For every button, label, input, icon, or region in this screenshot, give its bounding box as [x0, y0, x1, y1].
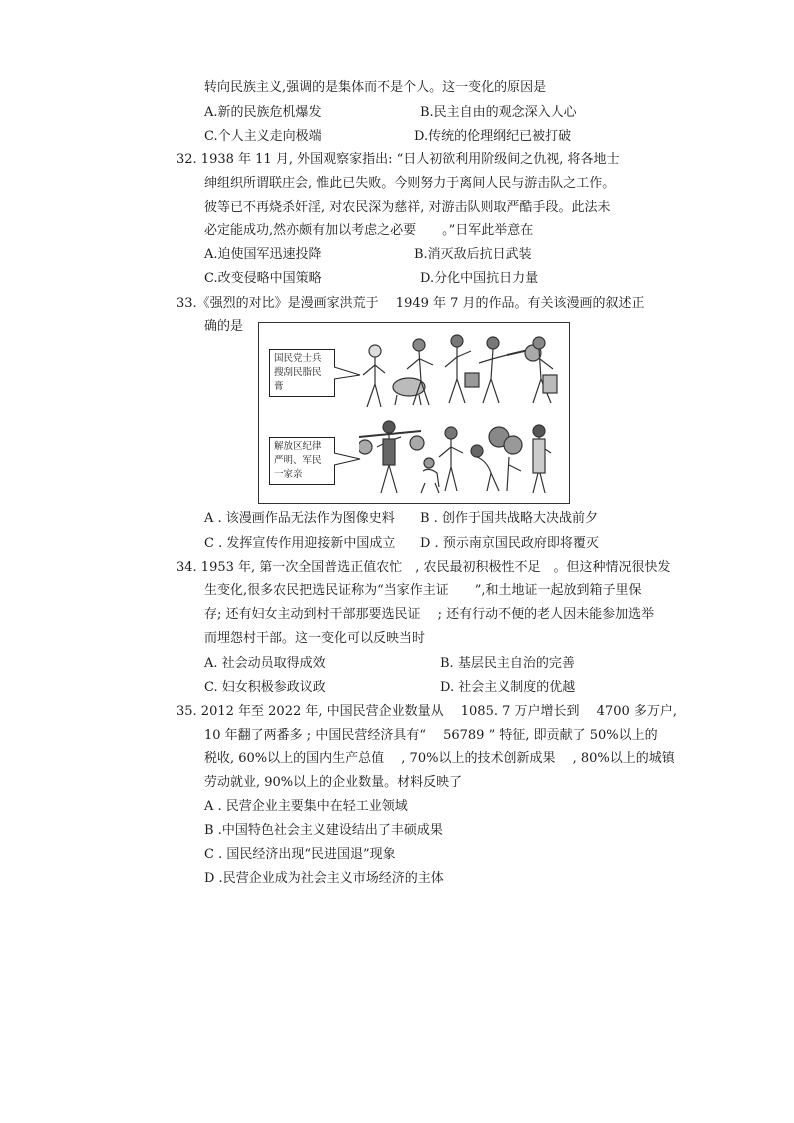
cartoon-bottom-callout: [269, 437, 335, 485]
q35-option-a[interactable]: A . 民营企业主要集中在轻工业领域: [204, 799, 408, 814]
cartoon-bottom-callout-tail: [334, 449, 362, 471]
q33-stem-line-2: 确的是: [204, 319, 244, 334]
q33-option-c[interactable]: C . 发挥宣传作用迎接新中国成立: [204, 536, 396, 551]
q31-stem-tail: 转向民族主义,强调的是集体而不是个人。这一变化的原因是: [204, 80, 547, 95]
q32-stem-line-3: 彼等已不再烧杀奸淫, 对农民深为慈祥, 对游击队则取严酷手段。此法未: [204, 200, 611, 215]
q34-stem-line-1: 34. 1953 年, 第一次全国普选正值农忙 , 农民最初积极性不足 。但这种情况很快发: [176, 560, 671, 575]
q31-option-d[interactable]: D.传统的伦理纲纪已被打破: [414, 129, 572, 144]
cartoon-top-caption: 国民党士兵搜刮民脂民膏: [274, 353, 322, 392]
q31-option-b[interactable]: B.民主自由的观念深入人心: [420, 105, 577, 120]
q33-cartoon: [258, 322, 570, 504]
q32-stem-line-4: 必定能成功,然亦颇有加以考虑之必要 。”日军此举意在: [204, 223, 534, 238]
q34-stem-line-3: 存; 还有妇女主动到村干部那要选民证 ; 还有行动不便的老人因未能参加选举: [204, 607, 655, 622]
cartoon-top-scene: [357, 329, 563, 415]
q35-stem-line-4: 劳动就业, 90%以上的企业数量。材料反映了: [204, 775, 463, 790]
q35-option-d[interactable]: D .民营企业成为社会主义市场经济的主体: [204, 871, 444, 886]
q35-stem-line-2: 10 年翻了两番多 ; 中国民营经济具有“ 56789 ” 特征, 即贡献了 50%以上的: [204, 728, 658, 743]
q33-option-a[interactable]: A . 该漫画作品无法作为图像史料: [204, 511, 395, 526]
q34-stem-line-2: 生变化,很多农民把选民证称为“当家作主证 ”,和土地证一起放到箱子里保: [204, 583, 642, 598]
q31-option-c[interactable]: C.个人主义走向极端: [204, 129, 322, 144]
q32-option-a[interactable]: A.迫使国军迅速投降: [204, 247, 322, 262]
cartoon-bottom-caption: 解放区纪律严明、军民一家亲: [274, 441, 322, 480]
q34-option-c[interactable]: C. 妇女积极参政议政: [204, 680, 326, 695]
q32-stem-line-2: 绅组织所谓联庄会, 惟此已失败。今则努力于离间人民与游击队之工作。: [204, 176, 616, 191]
q34-stem-line-4: 而埋怨村干部。这一变化可以反映当时: [204, 631, 426, 646]
q32-option-d[interactable]: D.分化中国抗日力量: [420, 271, 539, 286]
q31-option-a[interactable]: A.新的民族危机爆发: [204, 105, 322, 120]
q35-option-b[interactable]: B .中国特色社会主义建设结出了丰硕成果: [204, 823, 443, 838]
q35-option-c[interactable]: C . 国民经济出现“民进国退”现象: [204, 847, 396, 862]
q34-option-d[interactable]: D. 社会主义制度的优越: [440, 680, 576, 695]
cartoon-top-callout: [269, 349, 335, 397]
cartoon-bottom-scene: [359, 417, 565, 501]
q33-stem-line-1: 33.《强烈的对比》是漫画家洪荒于 1949 年 7 月的作品。有关该漫画的叙述正: [176, 296, 645, 311]
cartoon-top-callout-tail: [334, 363, 362, 385]
q33-option-b[interactable]: B . 创作于国共战略大决战前夕: [420, 511, 598, 526]
q32-option-c[interactable]: C.改变侵略中国策略: [204, 271, 322, 286]
q33-option-d[interactable]: D . 预示南京国民政府即将覆灭: [420, 536, 599, 551]
q32-option-b[interactable]: B.消灭敌后抗日武装: [414, 247, 532, 262]
q35-stem-line-3: 税收, 60%以上的国内生产总值 , 70%以上的技术创新成果 , 80%以上的城镇: [204, 751, 675, 766]
q32-stem-line-1: 32. 1938 年 11 月, 外国观察家指出: “日人初欲利用阶级间之仇视, 将各地士: [176, 152, 620, 167]
q35-stem-line-1: 35. 2012 年至 2022 年, 中国民营企业数量从 1085. 7 万户增长到 4700 多万户,: [176, 704, 678, 719]
q34-option-a[interactable]: A. 社会动员取得成效: [204, 656, 326, 671]
q34-option-b[interactable]: B. 基层民主自治的完善: [440, 656, 575, 671]
